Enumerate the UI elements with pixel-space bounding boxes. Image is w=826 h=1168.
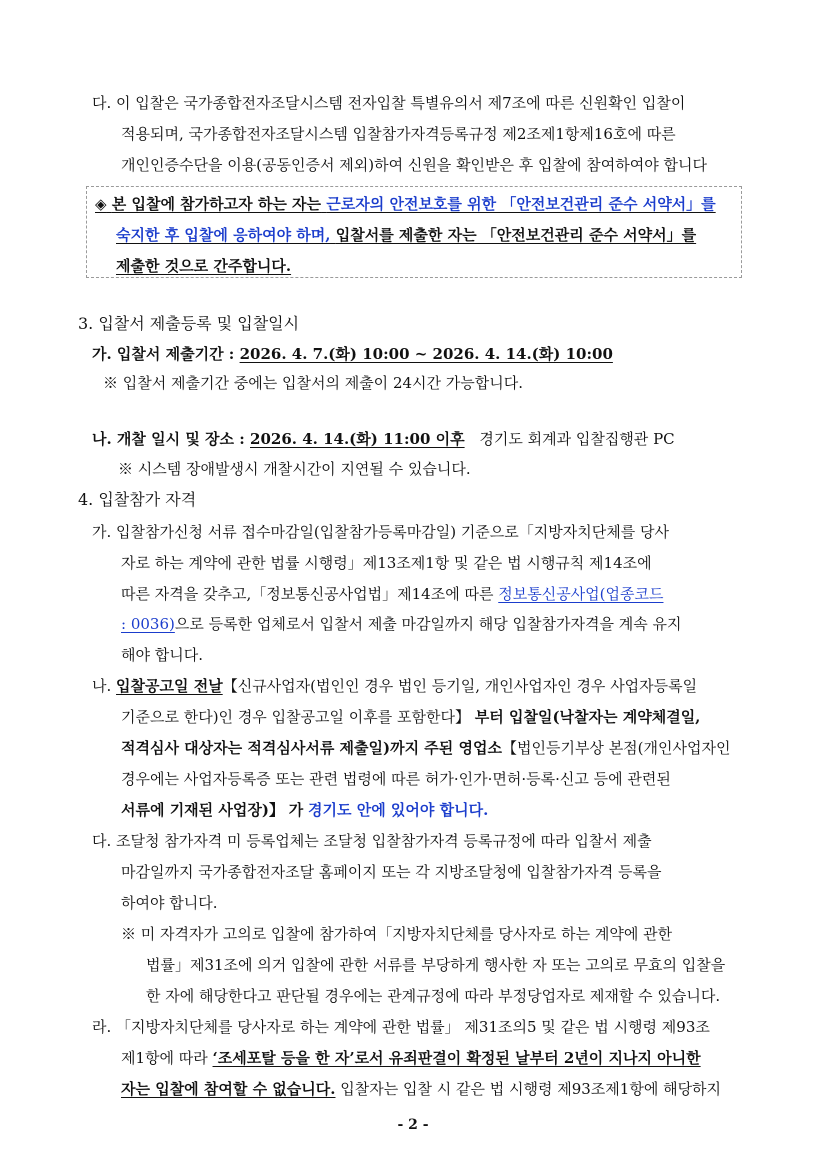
section-4-da-line-1: 다. 조달청 참가자격 미 등록업체는 조달청 입찰참가자격 등록규정에 따라 입찰서 제출: [92, 832, 652, 850]
section-3-ga: [92, 344, 613, 364]
section-4-ga-text-3a: 따른 자격을 갖추고,「정보통신공사업법」제14조에 따른: [121, 585, 499, 603]
section-4-na-text-2b: 부터 입찰일(낙찰자는 계약체결일,: [474, 708, 701, 726]
location-requirement: 경기도 안에 있어야 합니다.: [308, 801, 489, 819]
section-4-da-note-3: 한 자에 해당한다고 판단될 경우에는 관계규정에 따라 부정당업자로 제재할 수 있습니다.: [146, 987, 721, 1005]
section-4-ga-line-5: 해야 합니다.: [121, 646, 203, 664]
section-da-line-3: 개인인증수단을 이용(공동인증서 제외)하여 신원을 확인받은 후 입찰에 참여하여야 합니다: [121, 156, 707, 174]
section-4-na-line-3: [121, 738, 730, 758]
section-3-na-note: ※ 시스템 장애발생시 개찰시간이 지연될 수 있습니다.: [118, 460, 471, 478]
section-da-line-2: 적용되며, 국가종합전자조달시스템 입찰참가자격등록규정 제2조제1항제16호에 따른: [121, 125, 676, 143]
opening-datetime: 2026. 4. 14.(화) 11:00 이후: [250, 430, 465, 448]
section-4-na-text-3b: 【법인등기부상 본점(개인사업자인: [501, 739, 731, 757]
section-4-heading: 4. 입찰참가 자격: [78, 490, 197, 509]
section-4-na-marker: 나.: [92, 677, 117, 695]
section-3-na-label: 나. 개찰 일시 및 장소 :: [92, 430, 251, 448]
section-4-na-line-2: [121, 707, 700, 727]
section-4-na-text-1b: 입찰공고일 전날: [116, 677, 223, 695]
section-4-da-note-2: 법률」제31조에 의거 입찰에 관한 서류를 부당하게 행사한 자 또는 고의로 무효의 입찰을: [146, 956, 726, 974]
section-4-ra-text-3a: 자는 입찰에 참여할 수 없습니다.: [121, 1080, 336, 1098]
section-4-ga-line-3: [121, 584, 663, 604]
section-4-na-text-5b: 가: [288, 801, 304, 819]
section-4-da-line-3: 하여야 합니다.: [121, 894, 218, 912]
notice-text-1a: 본 입찰에 참가하고자 하는 자는: [111, 195, 322, 213]
opening-place: 경기도 회계과 입찰집행관 PC: [479, 430, 675, 448]
industry-code-text-b: : 0036): [121, 615, 175, 633]
section-4-na-text-3a: 적격심사 대상자는 적격심사서류 제출일)까지 주된 영업소: [121, 739, 502, 757]
section-4-ga-text-4b: 으로 등록한 업체로서 입찰서 제출 마감일까지 해당 입찰참가자격을 계속 유지: [174, 615, 682, 633]
notice-text-1b: 근로자의 안전보호를 위한 「안전보건관리 준수 서약서」를: [326, 195, 716, 213]
page-number: - 2 -: [397, 1117, 429, 1133]
notice-line-2: [116, 225, 696, 245]
section-3-na: [92, 429, 675, 449]
section-4-ra-text-2a: 제1항에 따라: [121, 1049, 213, 1067]
section-4-na-line-1: [92, 676, 697, 696]
section-4-ga-line-2: 자로 하는 계약에 관한 법률 시행령」제13조제1항 및 같은 법 시행규칙 제14조에: [121, 554, 652, 572]
section-3-heading: 3. 입찰서 제출등록 및 입찰일시: [78, 314, 300, 333]
notice-line-3: 제출한 것으로 간주합니다.: [116, 257, 292, 275]
section-4-ga-line-1: 가. 입찰참가신청 서류 접수마감일(입찰참가등록마감일) 기준으로「지방자치단체를 당사: [92, 523, 669, 541]
section-4-ga-line-4: [121, 614, 681, 634]
section-4-ra-text-3b: 입찰자는 입찰 시 같은 법 시행령 제93조제1항에 해당하지: [335, 1080, 722, 1098]
notice-text-2a: 숙지한 후 입찰에 응하여야 하며,: [116, 226, 331, 244]
section-4-ra-line-3: [121, 1079, 721, 1099]
section-4-na-text-2a: 기준으로 한다)인 경우 입찰공고일 이후를 포함한다】: [121, 708, 470, 726]
industry-code-text-a: 정보통신공사업(업종코드: [498, 585, 664, 603]
section-4-da-note-1: ※ 미 자격자가 고의로 입찰에 참가하여「지방자치단체를 당사자로 하는 계약에 관한: [121, 925, 673, 943]
bid-submission-period: 2026. 4. 7.(화) 10:00 ~ 2026. 4. 14.(화) 10:00: [239, 345, 613, 363]
diamond-bullet-icon: ◈: [95, 195, 107, 213]
section-4-ra-line-1: 라. 「지방자치단체를 당사자로 하는 계약에 관한 법률」 제31조의5 및 같은 법 시행령 제93조: [92, 1018, 710, 1036]
notice-text-2b: 입찰서를 제출한 자는 「안전보건관리 준수 서약서」를: [335, 226, 697, 244]
section-4-ra-line-2: [121, 1048, 701, 1068]
section-4-ra-text-2b: ‘조세포탈 등을 한 자’로서 유죄판결이 확정된 날부터 2년이 지나지 아니한: [212, 1049, 701, 1067]
section-da-line-1: 다. 이 입찰은 국가종합전자조달시스템 전자입찰 특별유의서 제7조에 따른 신원확인 입찰이: [92, 94, 686, 112]
section-4-na-text-1c: 【신규사업자(법인인 경우 법인 등기일, 개인사업자인 경우 사업자등록일: [222, 677, 698, 695]
section-4-da-line-2: 마감일까지 국가종합전자조달 홈페이지 또는 각 지방조달청에 입찰참가자격 등록을: [121, 863, 662, 881]
section-4-na-line-4: 경우에는 사업자등록증 또는 관련 법령에 따른 허가·인가·면허·등록·신고 등에 관련된: [121, 770, 671, 788]
section-3-ga-note: ※ 입찰서 제출기간 중에는 입찰서의 제출이 24시간 가능합니다.: [103, 374, 523, 392]
notice-line-1: [95, 194, 716, 214]
section-3-ga-label: 가. 입찰서 제출기간 :: [92, 345, 240, 363]
section-4-na-text-5a: 서류에 기재된 사업장)】: [121, 801, 284, 819]
section-4-na-line-5: [121, 800, 488, 820]
